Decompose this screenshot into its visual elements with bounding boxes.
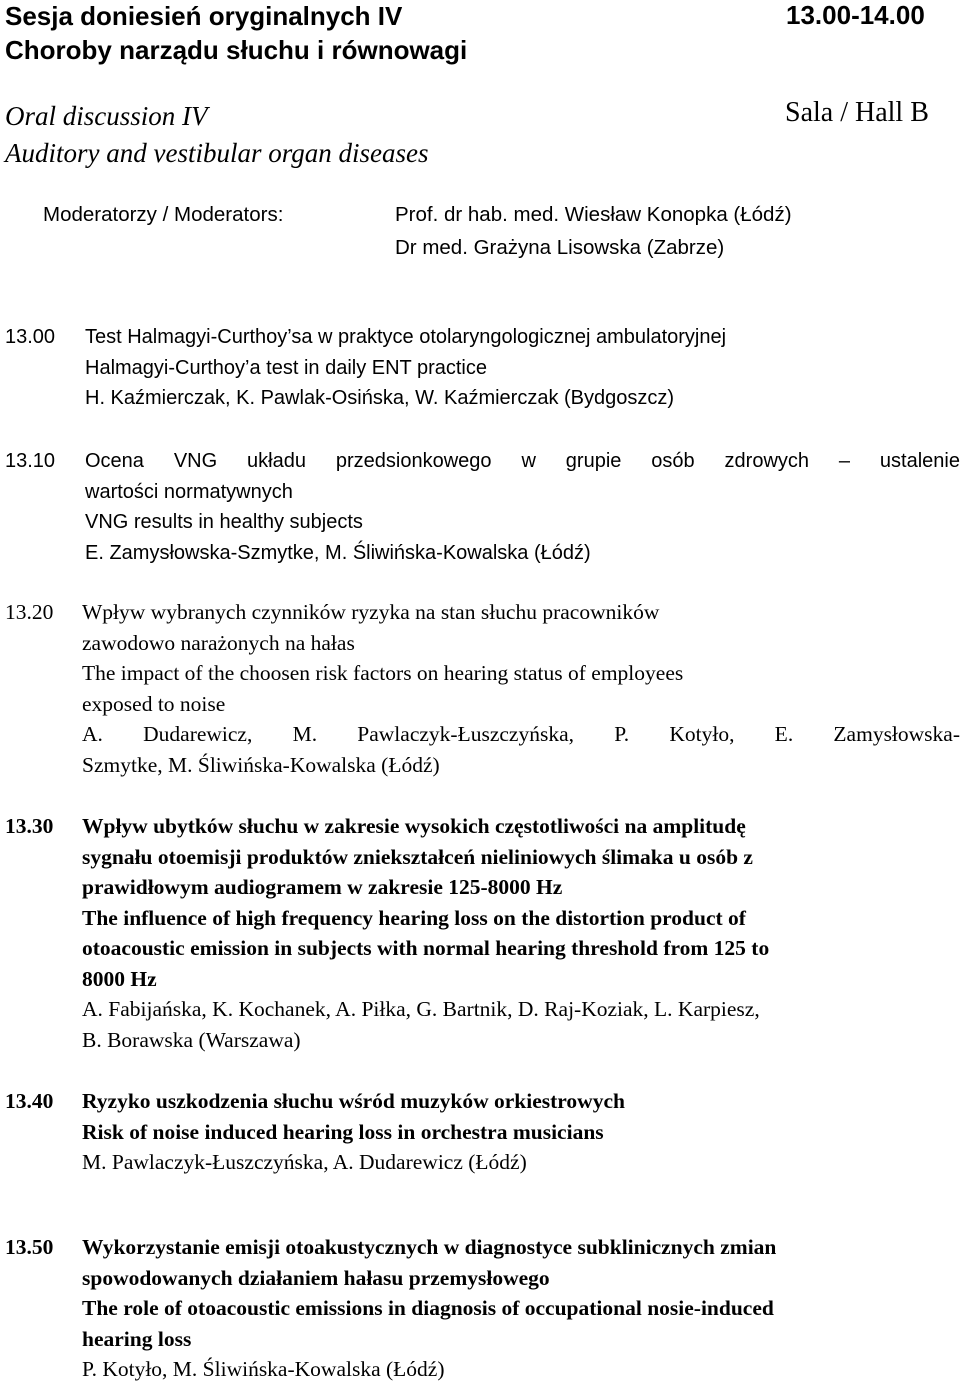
talk-time: 13.40 — [5, 1089, 54, 1113]
talk-authors: A. Dudarewicz, M. Pawlaczyk-Łuszczyńska, P. Kotyło, E. Zamysłowska- — [82, 722, 960, 746]
talk-authors: Szmytke, M. Śliwińska-Kowalska (Łódź) — [82, 752, 440, 777]
talk-title-pl: Ocena VNG układu przedsionkowego w grupie osób zdrowych – ustalenie — [85, 450, 960, 472]
talk-authors: A. Fabijańska, K. Kochanek, A. Piłka, G. Bartnik, D. Raj-Koziak, L. Karpiesz, — [82, 997, 760, 1021]
moderators-label: Moderatorzy / Moderators: — [43, 203, 284, 226]
talk-title-pl: Ryzyko uszkodzenia słuchu wśród muzyków orkiestrowych — [82, 1089, 625, 1113]
talk-title-pl: zawodowo narażonych na hałas — [82, 630, 355, 655]
talk-title-pl: Wpływ ubytków słuchu w zakresie wysokich częstotliwości na amplitudę — [82, 814, 746, 838]
talk-authors: B. Borawska (Warszawa) — [82, 1027, 301, 1052]
talk-time: 13.50 — [5, 1235, 54, 1259]
talk-title-pl: spowodowanych działaniem hałasu przemysłowego — [82, 1265, 550, 1290]
talk-title-en: The influence of high frequency hearing loss on the distortion product of — [82, 905, 746, 930]
session-topic-en: Auditory and vestibular organ diseases — [5, 138, 429, 168]
talk-title-pl: Wpływ wybranych czynników ryzyka na stan słuchu pracowników — [82, 600, 660, 624]
talk-title-en: otoacoustic emission in subjects with normal hearing threshold from 125 to — [82, 936, 770, 960]
moderator-name: Dr med. Grażyna Lisowska (Zabrze) — [395, 236, 725, 259]
talk-title-pl: sygnału otoemisji produktów zniekształceń nieliniowych ślimaka u osób z — [82, 844, 753, 869]
session-topic-pl: Choroby narządu słuchu i równowagi — [5, 35, 468, 65]
session-title-pl: Sesja doniesień oryginalnych IV — [5, 1, 403, 31]
talk-title-pl: Test Halmagyi-Curthoy’sa w praktyce otolaryngologicznej ambulatoryjnej — [85, 326, 727, 348]
talk-title-pl: wartości normatywnych — [85, 480, 293, 503]
talk-title-en: hearing loss — [82, 1326, 192, 1351]
talk-title-en: Risk of noise induced hearing loss in orchestra musicians — [82, 1119, 604, 1144]
talk-title-en: Halmagyi-Curthoy’a test in daily ENT practice — [85, 356, 488, 379]
talk-title-en: The impact of the choosen risk factors on hearing status of employees — [82, 661, 684, 685]
talk-title-en: exposed to noise — [82, 691, 226, 716]
talk-time: 13.00 — [5, 326, 56, 348]
talk-authors: M. Pawlaczyk-Łuszczyńska, A. Dudarewicz (Łódź) — [82, 1150, 527, 1174]
talk-time: 13.10 — [5, 450, 56, 472]
session-time-range: 13.00-14.00 — [786, 0, 925, 30]
talk-title-pl: Wykorzystanie emisji otoakustycznych w diagnostyce subklinicznych zmian — [82, 1235, 777, 1259]
session-hall: Sala / Hall B — [785, 97, 929, 128]
talk-title-en: 8000 Hz — [82, 966, 157, 991]
talk-title-en: The role of otoacoustic emissions in diagnosis of occupational nosie-induced — [82, 1296, 774, 1320]
talk-authors: P. Kotyło, M. Śliwińska-Kowalska (Łódź) — [82, 1357, 445, 1381]
talk-title-pl: prawidłowym audiogramem w zakresie 125-8000 Hz — [82, 875, 563, 899]
talk-time: 13.20 — [5, 600, 54, 624]
talk-authors: E. Zamysłowska-Szmytke, M. Śliwińska-Kowalska (Łódź) — [85, 541, 591, 564]
session-title-en: Oral discussion IV — [5, 101, 208, 131]
talk-time: 13.30 — [5, 814, 54, 838]
talk-authors: H. Kaźmierczak, K. Pawlak-Osińska, W. Kaźmierczak (Bydgoszcz) — [85, 387, 675, 409]
talk-title-en: VNG results in healthy subjects — [85, 511, 363, 533]
moderator-name: Prof. dr hab. med. Wiesław Konopka (Łódź) — [395, 203, 792, 226]
